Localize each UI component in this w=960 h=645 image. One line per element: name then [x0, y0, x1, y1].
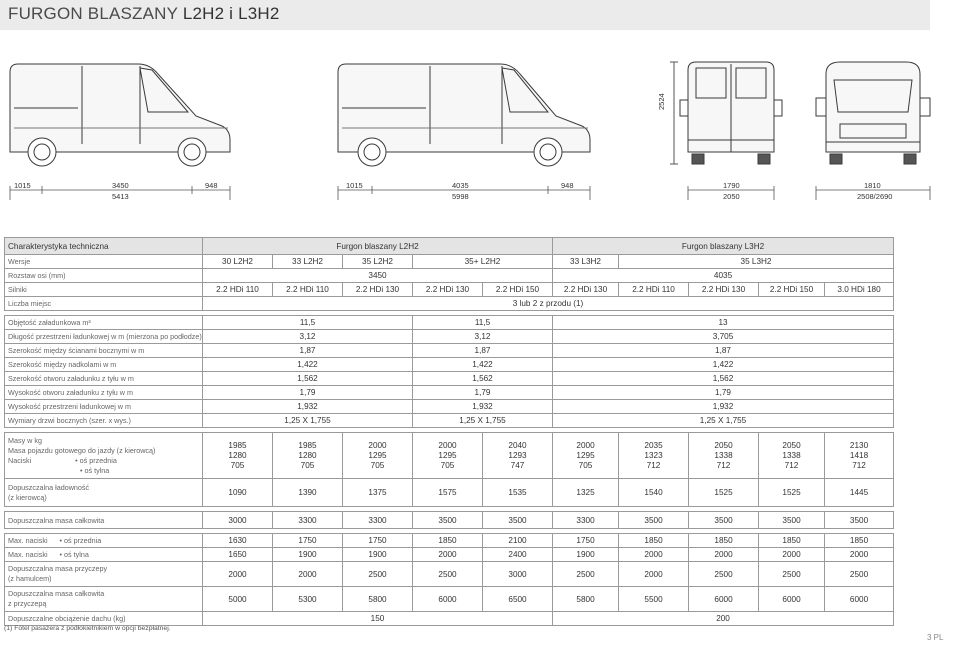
dims-row [5, 358, 894, 372]
gcw-label-2: z przyczepą [8, 599, 47, 608]
mass-rear: 712 [784, 460, 799, 470]
version-cell: 33 L3H2 [553, 255, 619, 269]
footnote: (1) Fotel pasażera z podłokietnikiem w opcji bezpłatnej. [4, 625, 171, 632]
title-models: L2H2 i L3H2 [182, 4, 280, 23]
dims-row [5, 400, 894, 414]
rear-track: 1790 [723, 181, 740, 190]
cell: 6500 [483, 587, 553, 612]
row-label-cell [5, 548, 203, 562]
cell: 2500 [553, 562, 619, 587]
mass-front: 1295 [576, 450, 595, 460]
mass-cell [689, 433, 759, 479]
mass-rear: 705 [300, 460, 315, 470]
cell: 1,79 [203, 386, 413, 400]
van-rear-view [680, 62, 782, 164]
cell: 2000 [619, 562, 689, 587]
mass-front: 1338 [782, 450, 801, 460]
version-cell: 35 L3H2 [619, 255, 894, 269]
engine-cell: 2.2 HDi 110 [273, 283, 343, 297]
gvw-row [5, 512, 894, 529]
gcw-label-1: Dopuszczalna masa całkowita [8, 589, 105, 598]
mass-cell [825, 433, 894, 479]
cell: 3500 [825, 512, 894, 529]
cell: 2000 [825, 548, 894, 562]
mass-rear: 705 [578, 460, 593, 470]
page-number: 3 PL [927, 633, 944, 642]
cell: 1650 [203, 548, 273, 562]
engine-cell: 3.0 HDi 180 [825, 283, 894, 297]
mass-front: 1280 [228, 450, 247, 460]
axle-rear-label: • oś tylna [80, 465, 110, 475]
cell: 1,25 X 1,755 [203, 414, 413, 428]
cell: 1525 [689, 479, 759, 507]
trailer-label-2: (z hamulcem) [8, 574, 52, 583]
cell: 1325 [553, 479, 619, 507]
max-label: Max. naciski [8, 536, 48, 545]
cell: 3000 [203, 512, 273, 529]
van-drawings [0, 40, 960, 210]
seats-value: 3 lub 2 z przodu (1) [203, 297, 894, 311]
cell: 1,562 [413, 372, 553, 386]
engine-cell: 2.2 HDi 130 [343, 283, 413, 297]
cell: 5300 [273, 587, 343, 612]
mass-total: 2000 [368, 440, 387, 450]
cell: 2000 [273, 562, 343, 587]
cell: 1,25 X 1,755 [553, 414, 894, 428]
engine-cell: 2.2 HDi 110 [203, 283, 273, 297]
title-prefix: FURGON BLASZANY [8, 4, 183, 23]
mass-front: 1295 [438, 450, 457, 460]
dims-row [5, 414, 894, 428]
dims-row [5, 330, 894, 344]
mass-total: 2130 [849, 440, 869, 450]
trailer-label-cell [5, 562, 203, 587]
rear-height: 2524 [657, 93, 666, 110]
cell: 1,79 [553, 386, 894, 400]
roof-l2h2: 150 [203, 612, 553, 626]
cell: 1090 [203, 479, 273, 507]
cell: 1,87 [203, 344, 413, 358]
row-label: Wysokość przestrzeni ładunkowej w m [5, 400, 203, 414]
versions-row [5, 255, 894, 269]
max-rear-row [5, 548, 894, 562]
header-group-l2h2: Furgon blaszany L2H2 [203, 238, 553, 255]
naciski-label: Naciski [8, 455, 32, 465]
cell: 2500 [759, 562, 825, 587]
mass-label-1: Masy w kg [8, 435, 42, 445]
mass-total: 1985 [228, 440, 247, 450]
l2h2-length: 5413 [112, 192, 129, 201]
cell: 3500 [759, 512, 825, 529]
cell: 3,12 [203, 330, 413, 344]
cell: 11,5 [203, 316, 413, 330]
payload-row [5, 479, 894, 507]
cell: 1,562 [203, 372, 413, 386]
header-group-l3h2: Furgon blaszany L3H2 [553, 238, 894, 255]
roof-row [5, 612, 894, 626]
version-cell: 33 L2H2 [273, 255, 343, 269]
van-front-view [816, 62, 930, 164]
cell: 1,25 X 1,755 [413, 414, 553, 428]
row-label: Szerokość między ścianami bocznymi w m [5, 344, 203, 358]
front-width: 2508/2690 [857, 192, 893, 201]
cell: 1375 [343, 479, 413, 507]
version-cell: 35 L2H2 [343, 255, 413, 269]
cell: 1575 [413, 479, 483, 507]
spec-table [4, 237, 894, 626]
dims-row [5, 372, 894, 386]
row-label: Szerokość otworu załadunku z tyłu w m [5, 372, 203, 386]
row-label: Długość przestrzeni ładunkowej w m (mierzona po podłodze) [5, 330, 203, 344]
cell: 1535 [483, 479, 553, 507]
cell: 2400 [483, 548, 553, 562]
wheelbase-row [5, 269, 894, 283]
dims-row [5, 386, 894, 400]
cell: 3500 [483, 512, 553, 529]
van-side-view-l2h2 [10, 64, 230, 166]
engine-cell: 2.2 HDi 130 [553, 283, 619, 297]
cell: 5800 [343, 587, 413, 612]
front-track: 1810 [864, 181, 881, 190]
mass-front: 1280 [298, 450, 317, 460]
mass-total: 2050 [782, 440, 801, 450]
cell: 1850 [619, 534, 689, 548]
cell: 2500 [825, 562, 894, 587]
gcw-label-cell [5, 587, 203, 612]
mass-cell [343, 433, 413, 479]
mass-total: 2040 [508, 440, 527, 450]
header-label: Charakterystyka techniczna [5, 238, 203, 255]
title-bar [0, 0, 930, 30]
cell: 3500 [413, 512, 483, 529]
row-label: Wersje [5, 255, 203, 269]
cell: 1,932 [553, 400, 894, 414]
version-cell: 30 L2H2 [203, 255, 273, 269]
wheelbase-l3h2: 4035 [553, 269, 894, 283]
cell: 6000 [825, 587, 894, 612]
row-label-cell [5, 534, 203, 548]
cell: 1850 [689, 534, 759, 548]
row-label: Szerokość między nadkolami w m [5, 358, 203, 372]
seats-row [5, 297, 894, 311]
mass-front: 1323 [644, 450, 663, 460]
mass-rear: 705 [440, 460, 455, 470]
row-label: Wymiary drzwi bocznych (szer. x wys.) [5, 414, 203, 428]
mass-total: 2000 [438, 440, 457, 450]
cell: 3300 [273, 512, 343, 529]
row-label: Silniki [5, 283, 203, 297]
cell: 2000 [619, 548, 689, 562]
mass-total: 2000 [576, 440, 595, 450]
mass-total: 2035 [644, 440, 663, 450]
cell: 1850 [759, 534, 825, 548]
cell: 1,562 [553, 372, 894, 386]
cell: 6000 [689, 587, 759, 612]
mass-cell [553, 433, 619, 479]
mass-label-cell [5, 433, 203, 479]
cell: 2000 [689, 548, 759, 562]
page-title [8, 4, 280, 24]
cell: 2500 [413, 562, 483, 587]
cell: 2000 [203, 562, 273, 587]
max-label: Max. naciski [8, 550, 48, 559]
mass-label-2: Masa pojazdu gotowego do jazdy (z kierowcą) [8, 445, 156, 455]
mass-cell [483, 433, 553, 479]
cell: 5500 [619, 587, 689, 612]
cell: 5800 [553, 587, 619, 612]
mass-rear: 705 [230, 460, 245, 470]
cell: 1750 [343, 534, 413, 548]
l3h2-rear-overhang: 948 [561, 181, 574, 190]
axle-front-label: • oś przednia [75, 455, 117, 465]
cell: 3000 [483, 562, 553, 587]
wheelbase-l2h2: 3450 [203, 269, 553, 283]
cell: 1525 [759, 479, 825, 507]
cell: 1900 [553, 548, 619, 562]
payload-label-cell [5, 479, 203, 507]
cell: 3,12 [413, 330, 553, 344]
rear-width: 2050 [723, 192, 740, 201]
row-label: Dopuszczalna masa całkowita [5, 512, 203, 529]
cell: 1630 [203, 534, 273, 548]
engine-cell: 2.2 HDi 130 [689, 283, 759, 297]
cell: 1,422 [413, 358, 553, 372]
table-header-row [5, 238, 894, 255]
row-label: Objętość załadunkowa m³ [5, 316, 203, 330]
cell: 2000 [759, 548, 825, 562]
mass-front: 1293 [508, 450, 527, 460]
cell: 1750 [273, 534, 343, 548]
cell: 2500 [343, 562, 413, 587]
cell: 1900 [273, 548, 343, 562]
mass-total: 1985 [298, 440, 317, 450]
row-label: Liczba miejsc [5, 297, 203, 311]
cell: 5000 [203, 587, 273, 612]
mass-total: 2050 [714, 440, 733, 450]
cell: 1,87 [553, 344, 894, 358]
dims-row [5, 344, 894, 358]
cell: 1445 [825, 479, 894, 507]
cell: 2100 [483, 534, 553, 548]
mass-cell [203, 433, 273, 479]
mass-rear: 705 [370, 460, 385, 470]
mass-rear: 712 [852, 460, 866, 470]
l2h2-wheelbase: 3450 [112, 181, 129, 190]
cell: 1390 [273, 479, 343, 507]
cell: 3,705 [553, 330, 894, 344]
axle-label: • oś przednia [59, 536, 102, 545]
l3h2-length: 5998 [452, 192, 469, 201]
version-cell: 35+ L2H2 [413, 255, 553, 269]
cell: 11,5 [413, 316, 553, 330]
cell: 13 [553, 316, 894, 330]
mass-rear: 712 [646, 460, 661, 470]
cell: 1,79 [413, 386, 553, 400]
cell: 1,422 [203, 358, 413, 372]
cell: 1750 [553, 534, 619, 548]
cell: 3300 [553, 512, 619, 529]
l3h2-wheelbase: 4035 [452, 181, 469, 190]
mass-cell [413, 433, 483, 479]
mass-front: 1295 [368, 450, 387, 460]
mass-label-3 [8, 456, 199, 466]
mass-rear: 747 [510, 460, 525, 470]
engine-cell: 2.2 HDi 130 [413, 283, 483, 297]
row-label: Wysokość otworu załadunku z tyłu w m [5, 386, 203, 400]
gcw-row [5, 587, 894, 612]
cell: 1900 [343, 548, 413, 562]
l2h2-rear-overhang: 948 [205, 181, 218, 190]
cell: 6000 [759, 587, 825, 612]
trailer-label-1: Dopuszczalna masa przyczepy [8, 564, 108, 573]
mass-row [5, 433, 894, 479]
payload-label-2: (z kierowcą) [8, 492, 47, 502]
cell: 1540 [619, 479, 689, 507]
trailer-row [5, 562, 894, 587]
mass-cell [619, 433, 689, 479]
engines-row [5, 283, 894, 297]
cell: 1,932 [203, 400, 413, 414]
dims-row [5, 316, 894, 330]
cell: 1,932 [413, 400, 553, 414]
mass-cell [759, 433, 825, 479]
cell: 3300 [343, 512, 413, 529]
cell: 3500 [619, 512, 689, 529]
mass-cell [273, 433, 343, 479]
cell: 2000 [413, 548, 483, 562]
mass-front: 1418 [849, 450, 869, 460]
axle-label: • oś tylna [59, 550, 89, 559]
max-front-row [5, 534, 894, 548]
mass-front: 1338 [714, 450, 733, 460]
van-side-view-l3h2 [338, 64, 590, 166]
engine-cell: 2.2 HDi 150 [759, 283, 825, 297]
cell: 3500 [689, 512, 759, 529]
engine-cell: 2.2 HDi 150 [483, 283, 553, 297]
cell: 1,87 [413, 344, 553, 358]
cell: 1,422 [553, 358, 894, 372]
row-label: Rozstaw osi (mm) [5, 269, 203, 283]
cell: 6000 [413, 587, 483, 612]
roof-l3h2: 200 [553, 612, 894, 626]
cell: 1850 [413, 534, 483, 548]
cell: 1850 [825, 534, 894, 548]
engine-cell: 2.2 HDi 110 [619, 283, 689, 297]
cell: 2500 [689, 562, 759, 587]
mass-rear: 712 [716, 460, 731, 470]
row-label: Dopuszczalne obciążenie dachu (kg) [5, 612, 203, 626]
l3h2-front-overhang: 1015 [346, 181, 363, 190]
l2h2-front-overhang: 1015 [14, 181, 31, 190]
payload-label-1: Dopuszczalna ładowność [8, 482, 90, 492]
